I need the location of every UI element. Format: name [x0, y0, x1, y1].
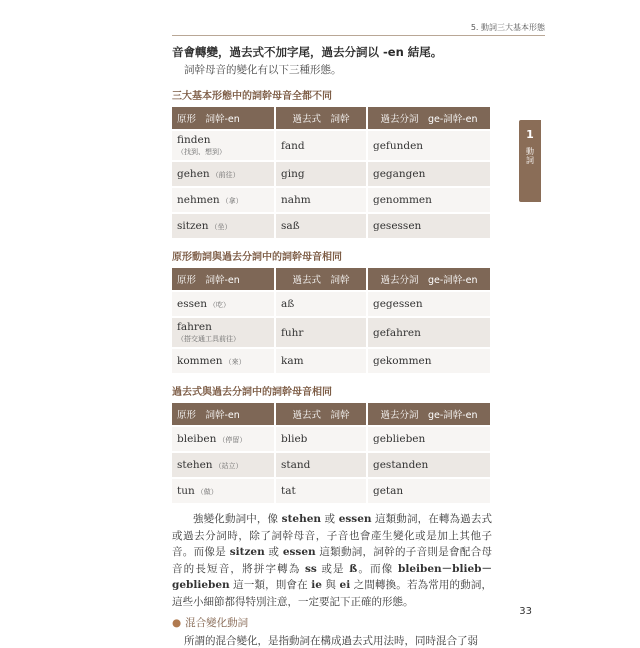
column-header: 過去式 詞幹 [275, 268, 367, 291]
infinitive-cell [172, 291, 275, 317]
table-row [172, 291, 490, 317]
table-row [172, 213, 490, 238]
past-tense-cell: kam [275, 348, 367, 373]
infinitive: bleiben [177, 433, 217, 445]
infinitive: essen [177, 298, 207, 310]
column-header: 原形 詞幹-en [172, 403, 275, 426]
chapter-label: 動詞 [525, 147, 535, 165]
column-header: 過去分詞 ge-詞幹-en [367, 403, 490, 426]
past-tense-cell: ging [275, 161, 367, 187]
translation-note: （前往） [211, 171, 240, 179]
column-header: 過去式 詞幹 [275, 107, 367, 130]
past-tense-cell: fand [275, 130, 367, 161]
past-participle-cell: gegessen [367, 291, 490, 317]
column-header: 過去分詞 ge-詞幹-en [367, 107, 490, 130]
table-row [172, 187, 490, 213]
table-header-row [172, 403, 490, 426]
infinitive-cell [172, 161, 275, 187]
verb-table [172, 403, 490, 503]
infinitive-cell [172, 317, 275, 348]
infinitive: gehen [177, 168, 210, 180]
past-participle-cell: gefunden [367, 130, 490, 161]
past-participle-cell: gefahren [367, 317, 490, 348]
past-tense-cell: fuhr [275, 317, 367, 348]
infinitive-cell [172, 213, 275, 238]
header-rule [172, 35, 545, 36]
infinitive-cell [172, 478, 275, 503]
bullet-text: 所謂的混合變化，是指動詞在構成過去式用法時，同時混合了弱 [184, 635, 478, 647]
translation-note: （找到、想到） [177, 148, 226, 156]
chapter-number: 1 [526, 128, 534, 141]
past-participle-cell: geblieben [367, 426, 490, 452]
column-header: 原形 詞幹-en [172, 107, 275, 130]
chapter-tab [519, 120, 541, 202]
main-content [172, 44, 492, 648]
infinitive-cell [172, 187, 275, 213]
infinitive: tun [177, 485, 195, 497]
past-participle-cell: gestanden [367, 452, 490, 478]
table-row [172, 161, 490, 187]
bullet-dot-icon: ● [172, 617, 182, 629]
past-tense-cell: nahm [275, 187, 367, 213]
section-heading: 三大基本形態中的詞幹母音全都不同 [172, 91, 332, 102]
column-header: 過去分詞 ge-詞幹-en [367, 268, 490, 291]
table-row [172, 426, 490, 452]
infinitive-cell [172, 348, 275, 373]
past-tense-cell: aß [275, 291, 367, 317]
infinitive: stehen [177, 459, 213, 471]
past-tense-cell: tat [275, 478, 367, 503]
bullet-heading [172, 615, 492, 630]
past-tense-cell: blieb [275, 426, 367, 452]
translation-note: （拿） [221, 197, 243, 205]
past-participle-cell: genommen [367, 187, 490, 213]
table-row [172, 317, 490, 348]
translation-note: （停留） [218, 436, 247, 444]
verb-table [172, 107, 490, 238]
translation-note: （做） [196, 488, 218, 496]
infinitive: kommen [177, 355, 223, 367]
past-participle-cell: gesessen [367, 213, 490, 238]
translation-note: （搭交通工具前往） [177, 335, 240, 343]
table-row [172, 348, 490, 373]
past-tense-cell: stand [275, 452, 367, 478]
infinitive: nehmen [177, 194, 220, 206]
past-participle-cell: getan [367, 478, 490, 503]
intro-subtitle: 詞幹母音的變化有以下三種形態。 [184, 64, 342, 76]
table-row [172, 478, 490, 503]
infinitive: finden [177, 134, 211, 146]
infinitive-cell [172, 130, 275, 161]
past-participle-cell: gekommen [367, 348, 490, 373]
table-row [172, 130, 490, 161]
translation-note: （站立） [214, 462, 243, 470]
verb-table [172, 268, 490, 373]
column-header: 過去式 詞幹 [275, 403, 367, 426]
infinitive: sitzen [177, 220, 209, 232]
infinitive: fahren [177, 321, 212, 333]
table-row [172, 452, 490, 478]
table-header-row [172, 268, 490, 291]
page-number: 33 [519, 606, 532, 617]
past-participle-cell: gegangen [367, 161, 490, 187]
infinitive-cell [172, 426, 275, 452]
section-heading: 原形動詞與過去分詞中的詞幹母音相同 [172, 252, 342, 263]
explanation-paragraph: 強變化動詞中，像 stehen 或 essen 這類動詞，在轉為過去式或過去分詞時，除了詞幹母音，子音也會產生變化或是加上其他子音。而像是 sitzen 或 essen 這類動詞，詞幹的子音則是會配合母音的長短音，將拼字轉為 ss 或是 ß。而像 bleiben－blieb－geblieben 這一類，則會在 ie 與 ei 之間轉換。若為常用的動詞，這些小細節都得特別注意，一定要記下正確的形態。 [172, 513, 492, 608]
translation-note: （吃） [208, 301, 230, 309]
past-tense-cell: saß [275, 213, 367, 238]
column-header: 原形 詞幹-en [172, 268, 275, 291]
translation-note: （坐） [210, 223, 232, 231]
infinitive-cell [172, 452, 275, 478]
translation-note: （來） [224, 358, 246, 366]
verb-sections [172, 87, 492, 503]
table-header-row [172, 107, 490, 130]
running-head: 5. 動詞三大基本形態 [470, 23, 545, 32]
section-heading: 過去式與過去分詞中的詞幹母音相同 [172, 387, 332, 398]
bullet-title: 混合變化動詞 [185, 617, 249, 629]
intro-title: 音會轉變，過去式不加字尾，過去分詞以 -en 結尾。 [172, 45, 443, 59]
